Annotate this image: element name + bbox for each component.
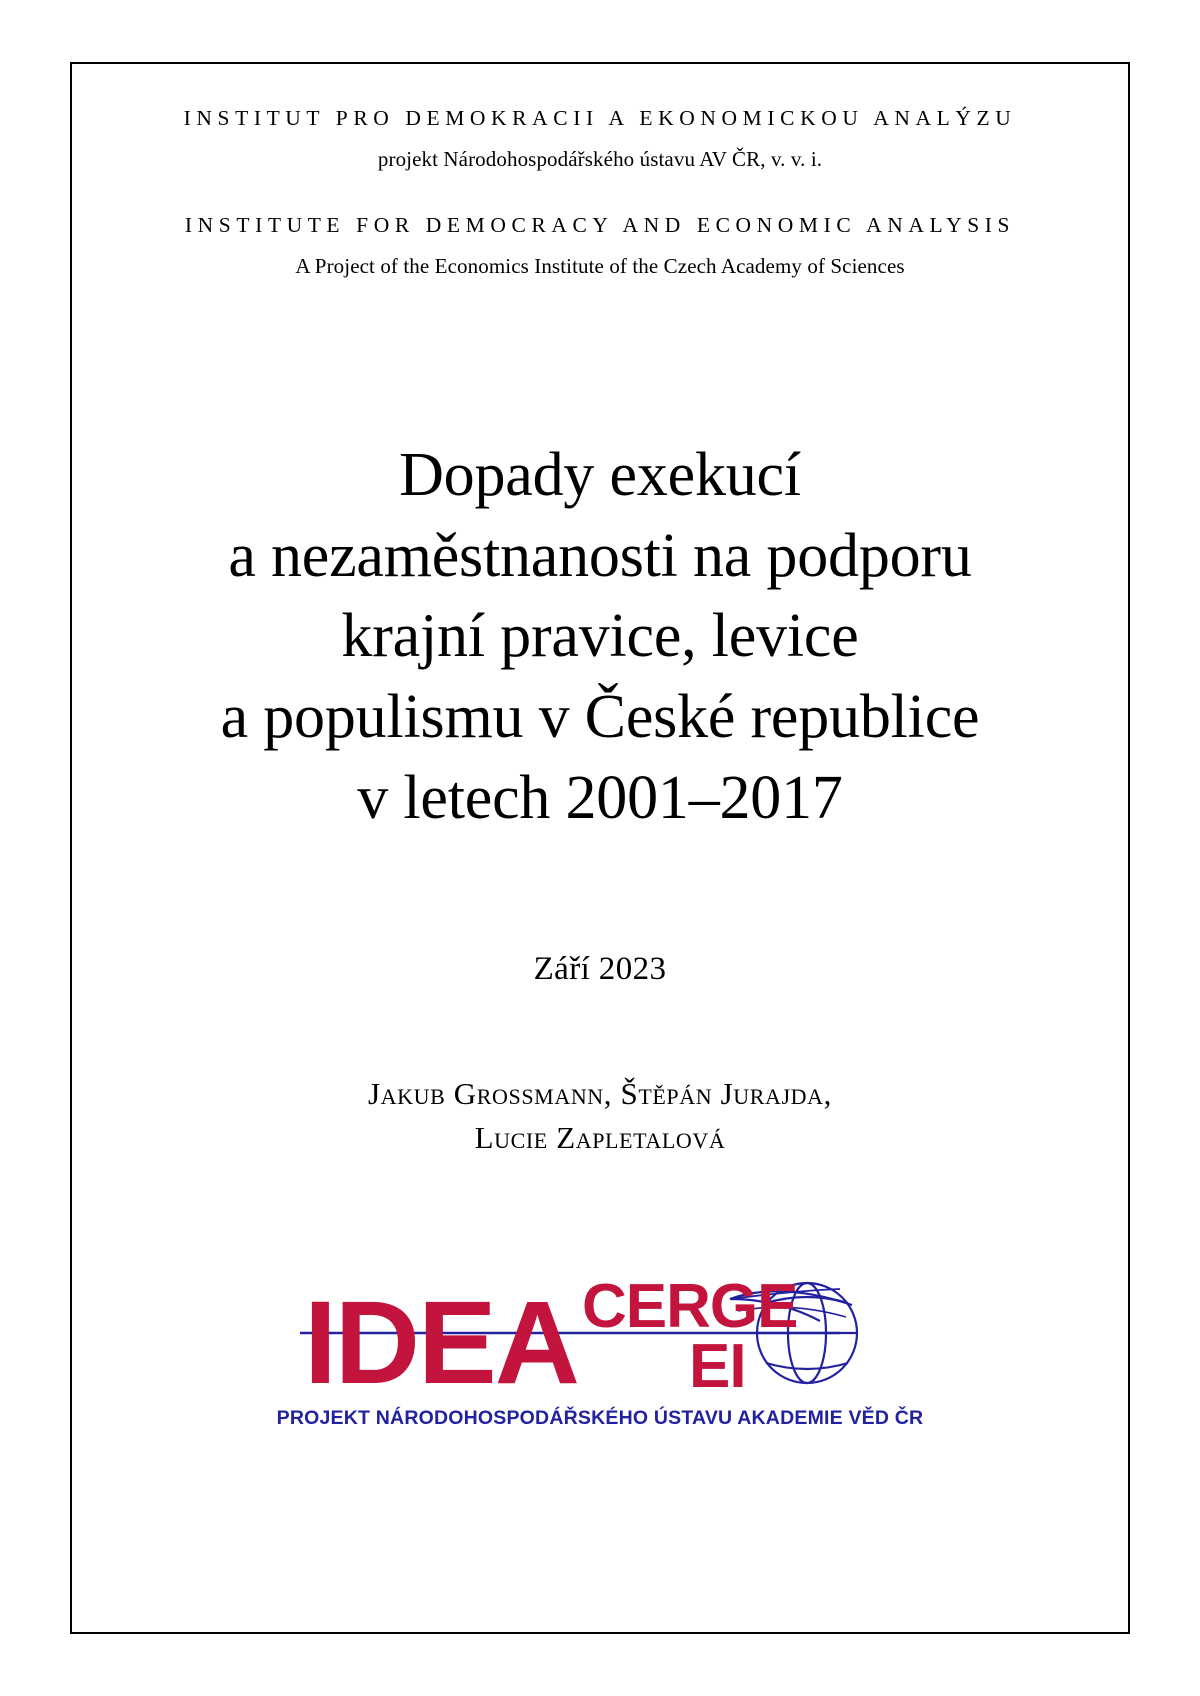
logo-cerge-text: CERGE	[582, 1272, 798, 1342]
logo-ei-text: EI	[689, 1332, 746, 1402]
idea-cerge-ei-logo	[112, 1255, 1088, 1430]
publication-date	[112, 951, 1088, 988]
title-line-2: a nezaměstnanosti na podporu	[228, 521, 972, 590]
logo-graphic	[300, 1255, 900, 1405]
institute-name-czech: INSTITUT PRO DEMOKRACII A EKONOMICKOU ANALÝZU	[183, 106, 1017, 130]
title-line-5: v letech 2001–2017	[357, 763, 843, 832]
title-line-3: krajní pravice, levice	[341, 602, 859, 671]
institute-project-czech: projekt Národohospodářského ústavu AV ČR, v. v. i.	[377, 146, 823, 171]
logo-tagline: PROJEKT NÁRODOHOSPODÁŘSKÉHO ÚSTAVU AKADEMIE VĚD ČR	[276, 1407, 924, 1430]
authors	[112, 1072, 1088, 1160]
masthead	[112, 64, 1088, 280]
author-line-1: Jakub Grossmann, Štěpán Jurajda,	[368, 1076, 832, 1112]
author-line-2: Lucie Zapletalová	[474, 1120, 726, 1156]
cover-content	[72, 64, 1128, 1632]
page-title	[112, 435, 1088, 838]
institute-name-english: INSTITUTE FOR DEMOCRACY AND ECONOMIC ANALYSIS	[184, 213, 1016, 238]
date-text: Září 2023	[533, 951, 667, 988]
institute-project-english: A Project of the Economics Institute of the Czech Academy of Sciences	[295, 253, 905, 278]
logo-idea-text: IDEA	[304, 1277, 578, 1406]
title-line-4: a populismu v České republice	[220, 683, 980, 752]
title-line-1: Dopady exekucí	[399, 441, 801, 510]
